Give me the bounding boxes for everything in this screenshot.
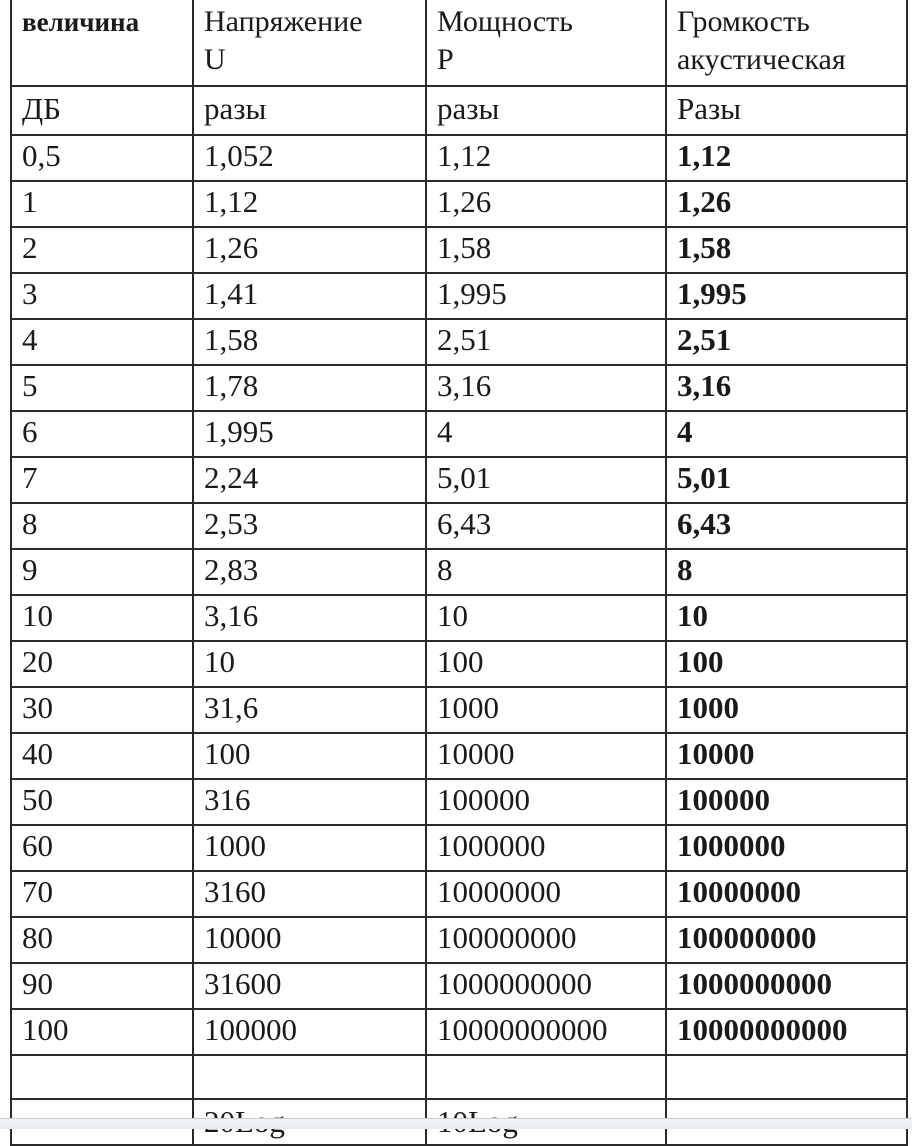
power-ratio-cell: 8 <box>426 549 666 595</box>
table-row <box>11 1009 907 1055</box>
loudness-ratio-cell: 100 <box>666 641 907 687</box>
power-ratio-cell: 10000000000 <box>426 1009 666 1055</box>
table-row <box>11 687 907 733</box>
loudness-ratio-cell: 1,12 <box>666 135 907 181</box>
voltage-ratio-cell: 31,6 <box>193 687 426 733</box>
voltage-ratio-cell: 316 <box>193 779 426 825</box>
table-row <box>11 733 907 779</box>
db-value-cell: 0,5 <box>11 135 193 181</box>
voltage-ratio-cell: 10 <box>193 641 426 687</box>
power-ratio-cell: 10000000 <box>426 871 666 917</box>
loudness-ratio-cell: 1000000 <box>666 825 907 871</box>
loudness-ratio-cell: 1,26 <box>666 181 907 227</box>
loudness-ratio-cell: 6,43 <box>666 503 907 549</box>
db-value-cell: 40 <box>11 733 193 779</box>
power-ratio-cell: 5,01 <box>426 457 666 503</box>
window-bottom-edge <box>0 1118 912 1129</box>
loudness-ratio-cell: 4 <box>666 411 907 457</box>
table-row <box>11 963 907 1009</box>
voltage-ratio-cell: 1000 <box>193 825 426 871</box>
db-value-cell: 100 <box>11 1009 193 1055</box>
voltage-ratio-cell: 2,53 <box>193 503 426 549</box>
decibel-conversion-table <box>10 0 908 1146</box>
db-value-cell: 2 <box>11 227 193 273</box>
header-cell-value <box>11 0 193 86</box>
db-value-cell: 9 <box>11 549 193 595</box>
loudness-ratio-cell: 10 <box>666 595 907 641</box>
loudness-ratio-cell: 1000 <box>666 687 907 733</box>
db-value-cell: 50 <box>11 779 193 825</box>
table-row <box>11 457 907 503</box>
units-row <box>11 86 907 135</box>
unit-cell: разы <box>193 86 426 135</box>
voltage-ratio-cell: 100000 <box>193 1009 426 1055</box>
db-value-cell: 4 <box>11 319 193 365</box>
table-row <box>11 365 907 411</box>
voltage-ratio-cell: 1,12 <box>193 181 426 227</box>
table-row <box>11 595 907 641</box>
voltage-ratio-cell: 2,83 <box>193 549 426 595</box>
empty-cell <box>426 1055 666 1099</box>
db-value-cell: 90 <box>11 963 193 1009</box>
voltage-ratio-cell: 1,26 <box>193 227 426 273</box>
header-label: Громкость <box>677 5 810 38</box>
header-cell-power <box>426 0 666 86</box>
voltage-ratio-cell: 3,16 <box>193 595 426 641</box>
table-row <box>11 825 907 871</box>
voltage-ratio-cell: 2,24 <box>193 457 426 503</box>
db-value-cell: 5 <box>11 365 193 411</box>
power-ratio-cell: 1,26 <box>426 181 666 227</box>
loudness-ratio-cell: 10000000000 <box>666 1009 907 1055</box>
power-ratio-cell: 1,58 <box>426 227 666 273</box>
loudness-ratio-cell: 100000000 <box>666 917 907 963</box>
power-ratio-cell: 3,16 <box>426 365 666 411</box>
db-value-cell: 20 <box>11 641 193 687</box>
loudness-ratio-cell: 8 <box>666 549 907 595</box>
db-value-cell: 60 <box>11 825 193 871</box>
header-label: Мощность <box>437 5 573 38</box>
voltage-ratio-cell: 1,78 <box>193 365 426 411</box>
loudness-ratio-cell: 100000 <box>666 779 907 825</box>
empty-cell <box>666 1055 907 1099</box>
voltage-ratio-cell: 100 <box>193 733 426 779</box>
header-row <box>11 0 907 86</box>
db-value-cell: 10 <box>11 595 193 641</box>
power-ratio-cell: 4 <box>426 411 666 457</box>
loudness-ratio-cell: 10000 <box>666 733 907 779</box>
table-row <box>11 319 907 365</box>
power-ratio-cell: 10 <box>426 595 666 641</box>
db-value-cell: 30 <box>11 687 193 733</box>
header-label: величина <box>22 7 140 37</box>
power-ratio-cell: 2,51 <box>426 319 666 365</box>
loudness-ratio-cell: 1,58 <box>666 227 907 273</box>
db-value-cell: 7 <box>11 457 193 503</box>
voltage-ratio-cell: 1,41 <box>193 273 426 319</box>
power-ratio-cell: 10000 <box>426 733 666 779</box>
loudness-ratio-cell: 1,995 <box>666 273 907 319</box>
db-value-cell: 70 <box>11 871 193 917</box>
header-cell-loudness <box>666 0 907 86</box>
power-ratio-cell: 1000000000 <box>426 963 666 1009</box>
table-row <box>11 135 907 181</box>
power-ratio-cell: 1000000 <box>426 825 666 871</box>
db-value-cell: 6 <box>11 411 193 457</box>
header-sublabel: P <box>437 43 454 76</box>
table-row <box>11 549 907 595</box>
power-ratio-cell: 6,43 <box>426 503 666 549</box>
db-value-cell: 80 <box>11 917 193 963</box>
table-row <box>11 181 907 227</box>
power-ratio-cell: 100000 <box>426 779 666 825</box>
voltage-ratio-cell: 10000 <box>193 917 426 963</box>
voltage-ratio-cell: 3160 <box>193 871 426 917</box>
power-ratio-cell: 100 <box>426 641 666 687</box>
db-value-cell: 3 <box>11 273 193 319</box>
power-ratio-cell: 100000000 <box>426 917 666 963</box>
voltage-ratio-cell: 1,995 <box>193 411 426 457</box>
table-row <box>11 503 907 549</box>
loudness-ratio-cell: 10000000 <box>666 871 907 917</box>
empty-cell <box>11 1055 193 1099</box>
table-body <box>11 0 907 1145</box>
db-value-cell: 1 <box>11 181 193 227</box>
empty-row <box>11 1055 907 1099</box>
header-sublabel: U <box>204 43 226 76</box>
header-label: Напряжение <box>204 5 363 38</box>
table-row <box>11 779 907 825</box>
unit-cell: ДБ <box>11 86 193 135</box>
voltage-ratio-cell: 1,58 <box>193 319 426 365</box>
power-ratio-cell: 1000 <box>426 687 666 733</box>
table-row <box>11 871 907 917</box>
table-row <box>11 917 907 963</box>
unit-cell: Разы <box>666 86 907 135</box>
loudness-ratio-cell: 1000000000 <box>666 963 907 1009</box>
table-row <box>11 411 907 457</box>
header-cell-voltage <box>193 0 426 86</box>
table-row <box>11 641 907 687</box>
voltage-ratio-cell: 31600 <box>193 963 426 1009</box>
voltage-ratio-cell: 1,052 <box>193 135 426 181</box>
loudness-ratio-cell: 2,51 <box>666 319 907 365</box>
unit-cell: разы <box>426 86 666 135</box>
empty-cell <box>193 1055 426 1099</box>
loudness-ratio-cell: 3,16 <box>666 365 907 411</box>
power-ratio-cell: 1,995 <box>426 273 666 319</box>
power-ratio-cell: 1,12 <box>426 135 666 181</box>
header-sublabel: акустическая <box>677 43 846 76</box>
db-value-cell: 8 <box>11 503 193 549</box>
table-row <box>11 273 907 319</box>
table-row <box>11 227 907 273</box>
loudness-ratio-cell: 5,01 <box>666 457 907 503</box>
